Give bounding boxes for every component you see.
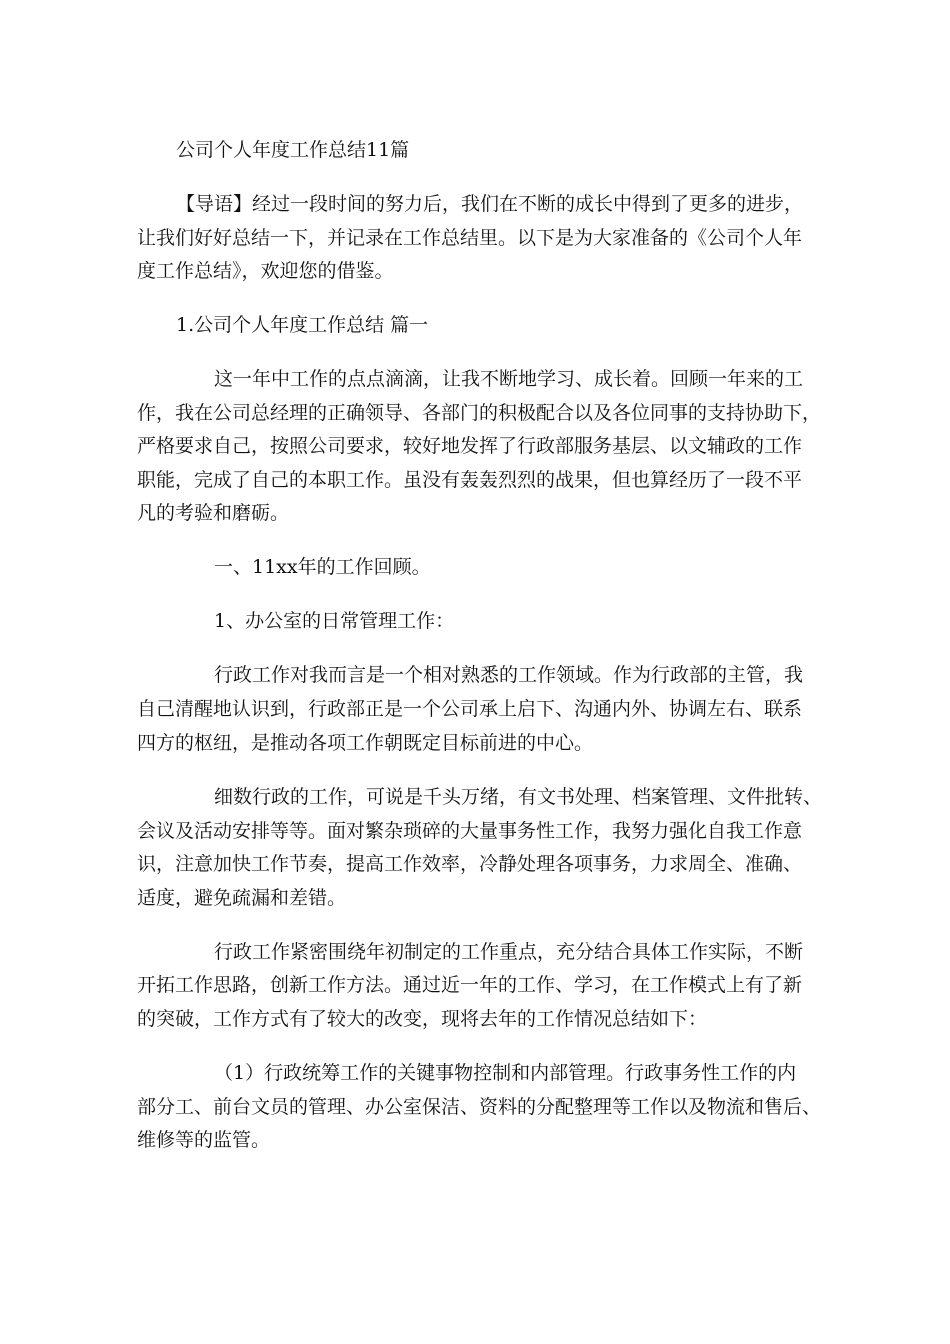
intro-line: 度工作总结》，欢迎您的借鉴。 xyxy=(137,260,394,282)
paragraph-line: 的突破，工作方式有了较大的改变，现将去年的工作情况总结如下： xyxy=(137,1008,708,1030)
sub-heading-review: 一、11xx年的工作回顾。 xyxy=(214,556,431,578)
paragraph-line: 识，注意加快工作节奏，提高工作效率，冷静处理各项事务，力求周全、准确、 xyxy=(137,853,803,875)
paragraph-line: 自己清醒地认识到，行政部正是一个公司承上启下、沟通内外、协调左右、联系 xyxy=(137,698,803,720)
paragraph-line: 部分工、前台文员的管理、办公室保洁、资料的分配整理等工作以及物流和售后、 xyxy=(137,1096,822,1118)
paragraph-line: 凡的考验和磨砺。 xyxy=(137,502,290,524)
sub-heading-office: 1、办公室的日常管理工作： xyxy=(214,610,455,632)
paragraph-line: 行政工作对我而言是一个相对熟悉的工作领域。作为行政部的主管，我 xyxy=(214,664,804,686)
document-title: 公司个人年度工作总结11篇 xyxy=(176,139,410,161)
paragraph-line: 严格要求自己，按照公司要求，较好地发挥了行政部服务基层、以文辅政的工作 xyxy=(137,435,803,457)
paragraph-line: 开拓工作思路，创新工作方法。通过近一年的工作、学习，在工作模式上有了新 xyxy=(137,974,803,996)
paragraph-line: 行政工作紧密围绕年初制定的工作重点，充分结合具体工作实际，不断 xyxy=(214,941,804,963)
paragraph-line: 适度，避免疏漏和差错。 xyxy=(137,887,347,909)
paragraph-line: 维修等的监管。 xyxy=(137,1129,271,1151)
paragraph-line: 四方的枢纽，是推动各项工作朝既定目标前进的中心。 xyxy=(137,732,594,754)
paragraph-line: （1）行政统筹工作的关键事物控制和内部管理。行政事务性工作的内 xyxy=(214,1062,797,1084)
paragraph-line: 这一年中工作的点点滴滴，让我不断地学习、成长着。回顾一年来的工 xyxy=(214,368,804,390)
section-heading: 1.公司个人年度工作总结 篇一 xyxy=(176,314,429,336)
paragraph-line: 职能，完成了自己的本职工作。虽没有轰轰烈烈的战果，但也算经历了一段不平 xyxy=(137,469,803,491)
intro-line: 【导语】经过一段时间的努力后，我们在不断的成长中得到了更多的进步， xyxy=(176,193,804,215)
intro-line: 让我们好好总结一下，并记录在工作总结里。以下是为大家准备的《公司个人年 xyxy=(137,227,803,249)
paragraph-line: 细数行政的工作，可说是千头万绪，有文书处理、档案管理、文件批转、 xyxy=(214,786,823,808)
paragraph-line: 会议及活动安排等等。面对繁杂琐碎的大量事务性工作，我努力强化自我工作意 xyxy=(137,820,803,842)
paragraph-line: 作，我在公司总经理的正确领导、各部门的积极配合以及各位同事的支持协助下， xyxy=(137,402,822,424)
